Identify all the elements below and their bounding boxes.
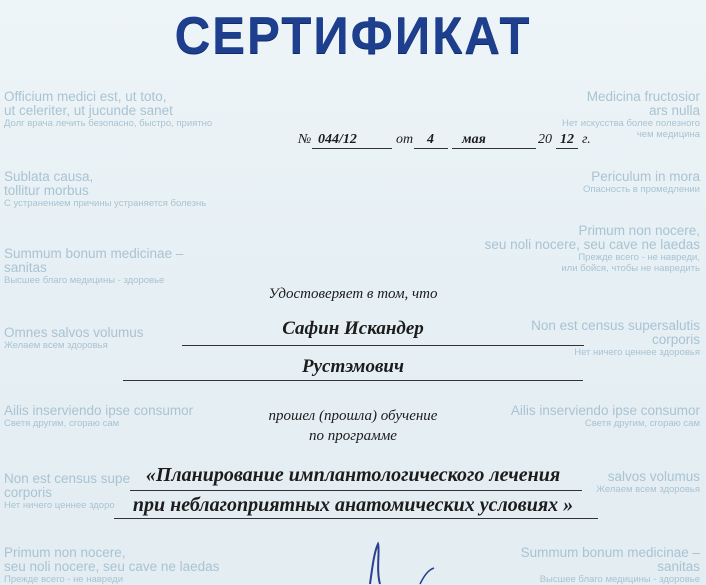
watermark-russian: Светя другим, сгораю сам	[584, 418, 700, 430]
watermark-right-3	[485, 224, 700, 274]
watermark-russian: Долг врача лечить безопасно, быстро, приятно	[4, 118, 213, 130]
watermark-latin: corporis	[4, 485, 53, 501]
year-label: г.	[582, 132, 591, 147]
watermark-latin: seu noli nocere, seu cave ne laedas	[484, 237, 700, 253]
certifies-text: Удостоверяет в том, что	[268, 286, 438, 302]
certificate-number: 044/12	[318, 132, 357, 147]
signature-mark	[350, 540, 470, 585]
date-month: мая	[462, 132, 486, 147]
watermark-latin: corporis	[651, 332, 700, 348]
watermark-latin: Primum non nocere,	[578, 223, 700, 238]
watermark-russian: Желаем всем здоровья	[596, 484, 700, 496]
watermark-right-7	[521, 546, 700, 585]
course-title-line2: при неблагоприятных анатомических условиях »	[132, 494, 574, 516]
name-underline	[182, 345, 584, 346]
month-underline	[452, 148, 536, 149]
watermark-latin: Officium medici est, ut toto,	[4, 89, 167, 104]
recipient-name: Сафин Искандер	[282, 318, 424, 339]
watermark-russian: чем медицина	[636, 129, 700, 141]
watermark-russian: Высшее благо медицины - здоровье	[4, 275, 165, 287]
watermark-latin: Omnes salvos volumus	[4, 325, 144, 340]
date-from-label: от	[396, 132, 414, 147]
course-title-line1: «Планирование имплантологического лечения	[145, 464, 561, 486]
course-underline-1	[130, 490, 582, 491]
year-suffix: 12	[560, 132, 574, 147]
watermark-russian: Светя другим, сгораю сам	[4, 418, 120, 430]
watermark-russian: Опасность в промедлении	[582, 184, 700, 196]
watermark-latin: Medicina fructosior	[586, 89, 700, 104]
watermark-latin: Summum bonum medicinae –	[4, 246, 184, 261]
day-underline	[414, 148, 448, 149]
watermark-latin: Periculum in mora	[591, 169, 700, 184]
watermark-latin: Sublata causa,	[4, 169, 94, 184]
date-day: 4	[427, 132, 434, 147]
watermark-latin: Primum non nocere,	[4, 545, 126, 560]
watermark-latin: Ailis inserviendo ipse consumor	[4, 403, 194, 418]
watermark-russian: Нет ничего ценнее здоровья	[574, 347, 700, 359]
patronymic-underline	[123, 380, 583, 381]
course-underline-2	[114, 518, 598, 519]
year-prefix: 20	[538, 132, 552, 147]
watermark-right-2	[583, 170, 700, 195]
watermark-latin: Non est census supe	[4, 471, 131, 486]
watermark-russian: Нет ничего ценнее здоро	[4, 500, 115, 512]
watermark-russian: С устранением причины устраняется болезнь	[4, 198, 207, 210]
watermark-russian: или бойся, чтобы не навредить	[561, 263, 700, 275]
number-underline	[312, 148, 392, 149]
watermark-left-2	[4, 170, 206, 209]
watermark-left-7	[4, 546, 219, 585]
watermark-latin: seu noli nocere, seu cave ne laedas	[4, 559, 220, 575]
watermark-latin: Ailis inserviendo ipse consumor	[510, 403, 700, 418]
recipient-patronymic: Рустэмович	[302, 356, 404, 377]
watermark-russian: Прежде всего - не навреди	[4, 574, 124, 585]
watermark-russian: Высшее благо медицины - здоровье	[539, 574, 700, 585]
watermark-latin: sanitas	[4, 260, 47, 276]
completed-text: прошел (прошла) обучение	[268, 408, 438, 424]
number-label: №	[298, 132, 312, 147]
watermark-latin: ut celeriter, ut jucunde sanet	[4, 103, 173, 119]
watermark-russian: Желаем всем здоровья	[4, 340, 108, 352]
program-label: по программе	[309, 428, 397, 444]
watermark-russian: Нет искусства более полезного	[561, 118, 700, 130]
watermark-latin: sanitas	[657, 559, 700, 575]
watermark-left-3	[4, 247, 183, 286]
watermark-latin: tollitur morbus	[4, 183, 89, 199]
certificate-title: СЕРТИФИКАТ	[174, 7, 532, 65]
watermark-russian: Прежде всего - не навреди,	[578, 252, 700, 264]
year-underline	[556, 148, 578, 149]
watermark-latin: salvos volumus	[607, 469, 700, 484]
watermark-latin: Non est census supersalutis	[531, 318, 700, 333]
watermark-left-1	[4, 90, 212, 129]
watermark-latin: ars nulla	[648, 103, 700, 119]
watermark-latin: Summum bonum medicinae –	[520, 545, 700, 560]
